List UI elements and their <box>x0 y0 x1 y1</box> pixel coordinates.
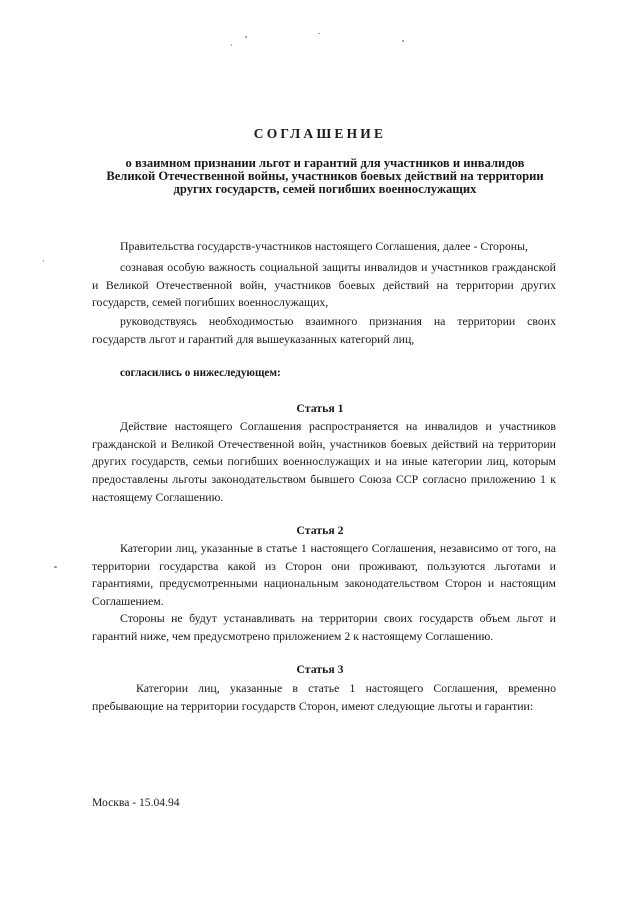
article-1-paragraph: Действие настоящего Соглашения распространяется на инвалидов и участников гражданской и Великой Отечественной войн, участников боевых действий на территории других государств, семьи погибших военнослужащих и на иные категории лиц, которым предоставлены льготы законодательством бывшего Союза ССР согласно приложению 1 к настоящему Соглашению. <box>92 419 556 504</box>
article-1-heading: Статья 1 <box>296 401 344 415</box>
scan-speck <box>245 36 247 38</box>
scan-speck <box>402 40 404 42</box>
document-subtitle: о взаимном признании льгот и гарантий для участников и инвалидов Великой Отечественной войны, участников боевых действий на территории других государств, семей погибших военнослужащих <box>106 156 544 196</box>
preamble-paragraph-2: сознавая особую важность социальной защиты инвалидов и участников гражданской и Великой Отечественной войн, участников боевых действий на территории других государств, семей погибших военнослужащих, <box>92 260 556 310</box>
article-2-heading: Статья 2 <box>296 523 344 537</box>
scan-speck <box>231 44 232 46</box>
preamble-paragraph-3: руководствуясь необходимостью взаимного признания на территории своих государств льгот и гарантий для вышеуказанных категорий лиц, <box>92 314 556 346</box>
agreed-line: согласились о нижеследующем: <box>120 367 281 379</box>
preamble-paragraph-1: Правительства государств-участников настоящего Соглашения, далее - Стороны, <box>120 239 528 253</box>
document-title: СОГЛАШЕНИЕ <box>253 126 387 141</box>
scan-speck <box>54 566 57 568</box>
article-3-heading: Статья 3 <box>296 662 344 676</box>
article-2-paragraph-2: Стороны не будут устанавливать на территории своих государств объем льгот и гарантий ниже, чем предусмотрено приложением 2 к настоящему Соглашению. <box>92 611 556 643</box>
place-and-date: Москва - 15.04.94 <box>92 796 180 809</box>
article-2-paragraph-1: Категории лиц, указанные в статье 1 настоящего Соглашения, независимо от того, на территории государства какой из Сторон они проживают, пользуются льготами и гарантиями, предусмотренными национальным законодательством Сторон и настоящим Соглашением. <box>92 541 556 609</box>
scan-speck <box>43 260 44 262</box>
scan-speck <box>318 33 320 34</box>
article-3-paragraph: Категории лиц, указанные в статье 1 настоящего Соглашения, временно пребывающие на территории государств Сторон, имеют следующие льготы и гарантии: <box>92 681 556 713</box>
